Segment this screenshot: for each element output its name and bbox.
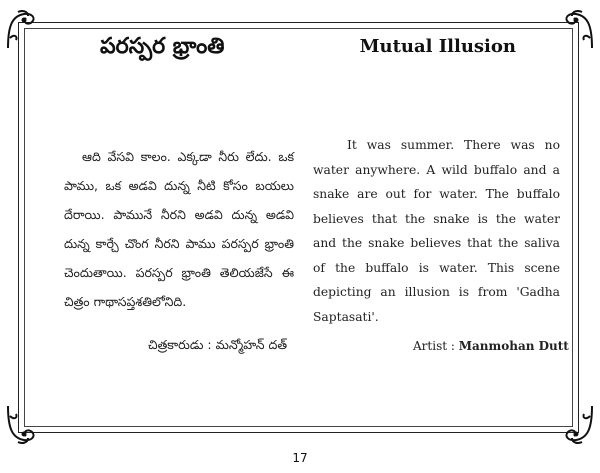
page-number: 17 [292, 451, 308, 465]
english-paragraph: It was summer. There was no water anywhere. A wild buffalo and a snake are out for water. The buffalo believes that the snake is the water and the snake believes that the saliva of the buffalo is water. This scene depicting an illusion is from 'Gadha Saptasati'. [313, 138, 560, 324]
corner-ornament-icon [4, 402, 48, 446]
english-artist-credit [413, 339, 569, 353]
artist-label: Artist : [413, 339, 455, 353]
title-english: Mutual Illusion [359, 36, 516, 57]
artist-name: Manmohan Dutt [458, 339, 569, 353]
corner-ornament-icon [4, 8, 48, 52]
telugu-artist-credit: చిత్రకారుడు : మన్మోహన్ దత్ [148, 337, 288, 352]
title-telugu: పరస్పర భ్రాంతి [100, 34, 225, 59]
telugu-text-column [64, 142, 294, 316]
telugu-paragraph: ఆది వేసవి కాలం. ఎక్కడా నీరు లేదు. ఒక పాము, ఒక అడవి దున్న నీటి కోసం బయలు దేరాయి. పామునే నీరని అడవి దున్న అడవి దున్న కార్చే చొంగ నీరని పాము పరస్పర భ్రాంతి చెందుతాయి. పరస్పర భ్రాంతి తెలియజేసే ఈ చిత్రం గాథాసప్తశతిలోనిది. [64, 149, 294, 309]
english-text-column [313, 133, 560, 329]
corner-ornament-icon [552, 8, 596, 52]
corner-ornament-icon [552, 402, 596, 446]
